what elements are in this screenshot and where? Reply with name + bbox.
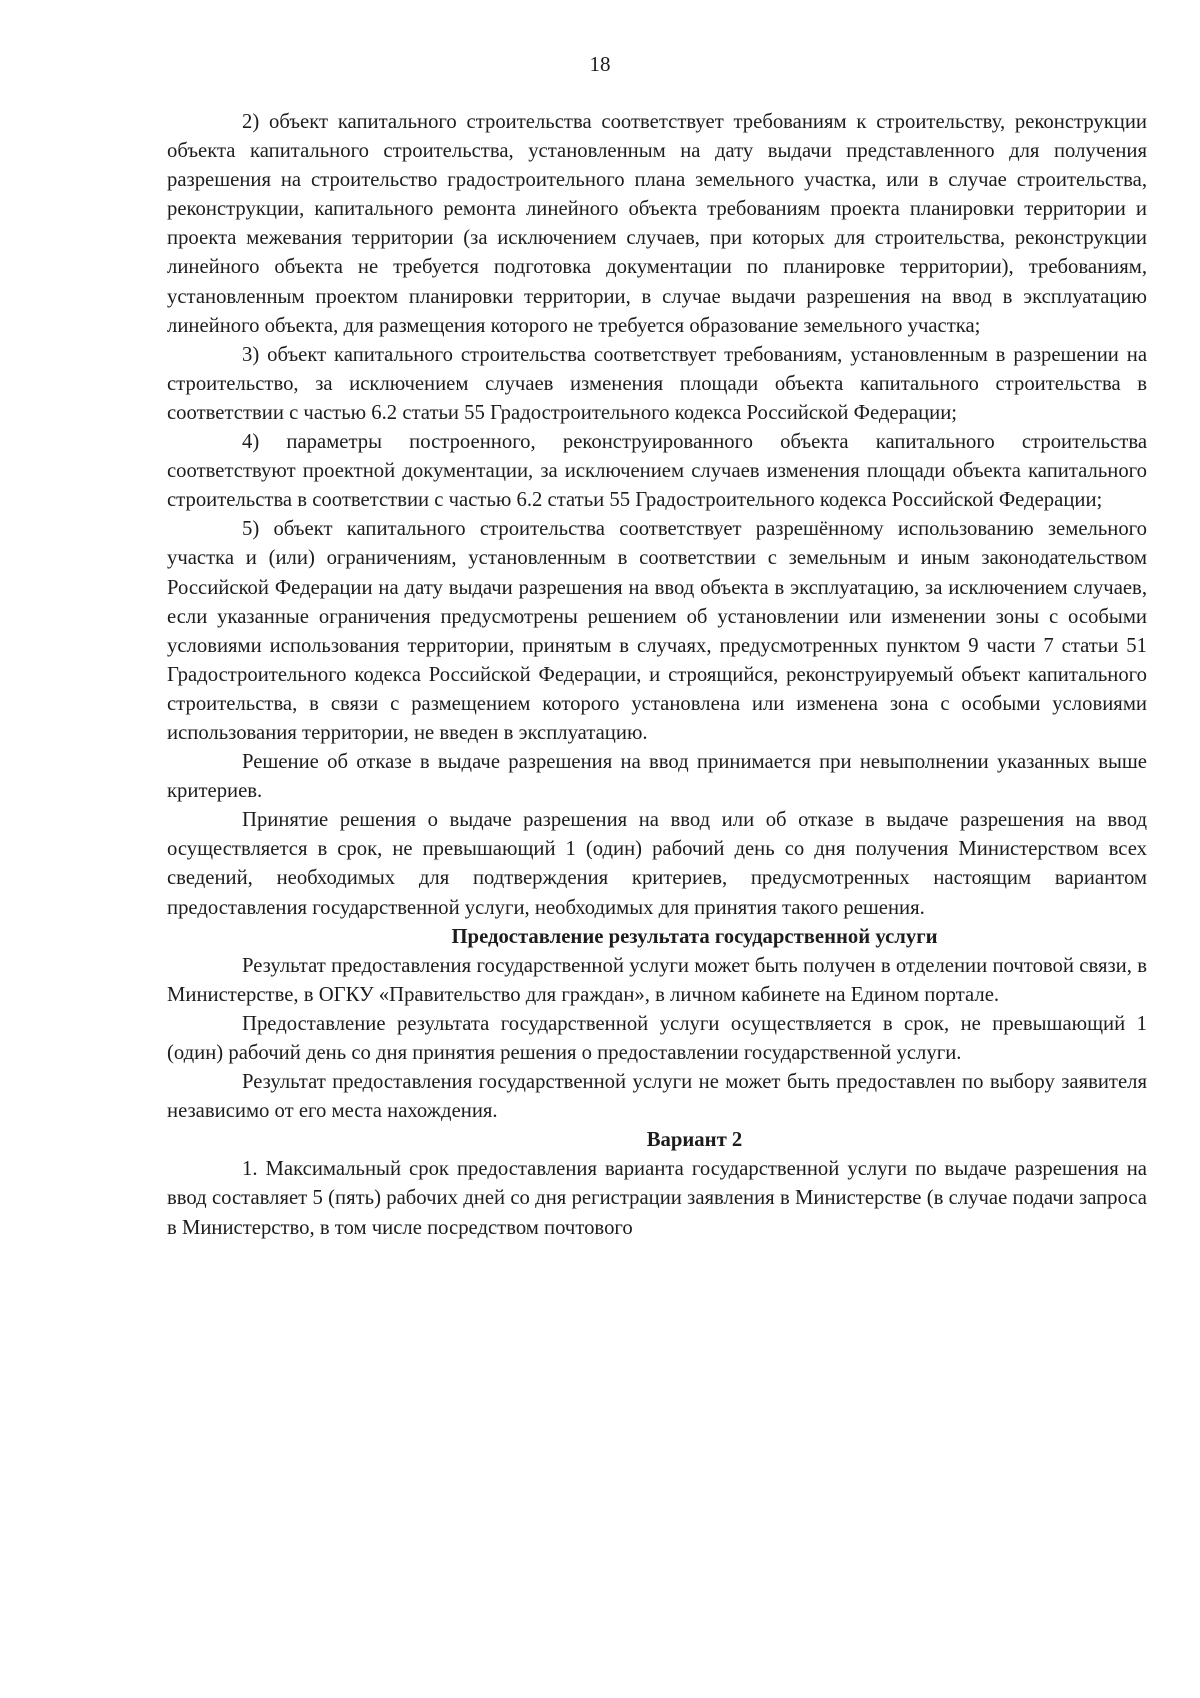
page-number: 18: [589, 52, 611, 76]
paragraph-result-channels: Результат предоставления государственной услуги может быть получен в отделении почтовой связи, в Министерстве, в ОГКУ «Правительство для граждан», в личном кабинете на Едином портале.: [167, 954, 1147, 1006]
document-body: [167, 108, 1147, 1243]
paragraph-item-5: 5) объект капитального строительства соответствует разрешённому использованию земельного участка и (или) ограничениям, установленным в соответствии с земельным и иным законодательством Российской Федерации на дату выдачи разрешения на ввод объекта в эксплуатацию, за исключением случаев, если указанные ограничения предусмотрены решением об установлении или изменении зоны с особыми условиями использования территории, принятым в случаях, предусмотренных пунктом 9 части 7 статьи 51 Градостроительного кодекса Российской Федерации, и строящийся, реконструируемый объект капитального строительства, в связи с размещением которого установлена или изменена зона с особыми условиями использования территории, не введен в эксплуатацию.: [167, 518, 1147, 744]
paragraph-decision-term: Принятие решения о выдаче разрешения на ввод или об отказе в выдаче разрешения на ввод осуществляется в срок, не превышающий 1 (один) рабочий день со дня получения Министерством всех сведений, необходимых для подтверждения критериев, предусмотренных настоящим вариантом предоставления государственной услуги, необходимых для принятия такого решения.: [167, 809, 1147, 919]
section-heading-result: Предоставление результата государственной услуги: [451, 925, 938, 948]
paragraph-item-2: 2) объект капитального строительства соответствует требованиям к строительству, реконструкции объекта капитального строительства, установленным на дату выдачи представленного для получения разрешения на строительство градостроительного плана земельного участка, или в случае строительства, реконструкции, капитального ремонта линейного объекта требованиям проекта планировки территории и проекта межевания территории (за исключением случаев, при которых для строительства, реконструкции линейного объекта не требуется подготовка документации по планировке территории), требованиям, установленным проектом планировки территории, в случае выдачи разрешения на ввод в эксплуатацию линейного объекта, для размещения которого не требуется образование земельного участка;: [167, 111, 1147, 337]
paragraph-variant-max-term: 1. Максимальный срок предоставления варианта государственной услуги по выдаче разрешения на ввод составляет 5 (пять) рабочих дней со дня регистрации заявления в Министерстве (в случае подачи запроса в Министерство, в том числе посредством почтового: [167, 1158, 1147, 1239]
paragraph-result-term: Предоставление результата государственной услуги осуществляется в срок, не превышающий 1 (один) рабочий день со дня принятия решения о предоставлении государственной услуги.: [167, 1012, 1147, 1064]
paragraph-refusal-decision: Решение об отказе в выдаче разрешения на ввод принимается при невыполнении указанных выше критериев.: [167, 751, 1147, 803]
paragraph-item-4: 4) параметры построенного, реконструированного объекта капитального строительства соответствуют проектной документации, за исключением случаев изменения площади объекта капитального строительства в соответствии с частью 6.2 статьи 55 Градостроительного кодекса Российской Федерации;: [167, 431, 1147, 512]
paragraph-result-location: Результат предоставления государственной услуги не может быть предоставлен по выбору заявителя независимо от его места нахождения.: [167, 1071, 1147, 1123]
paragraph-item-3: 3) объект капитального строительства соответствует требованиям, установленным в разрешении на строительство, за исключением случаев изменения площади объекта капитального строительства в соответствии с частью 6.2 статьи 55 Градостроительного кодекса Российской Федерации;: [167, 343, 1147, 424]
section-heading-variant: Вариант 2: [646, 1129, 743, 1152]
